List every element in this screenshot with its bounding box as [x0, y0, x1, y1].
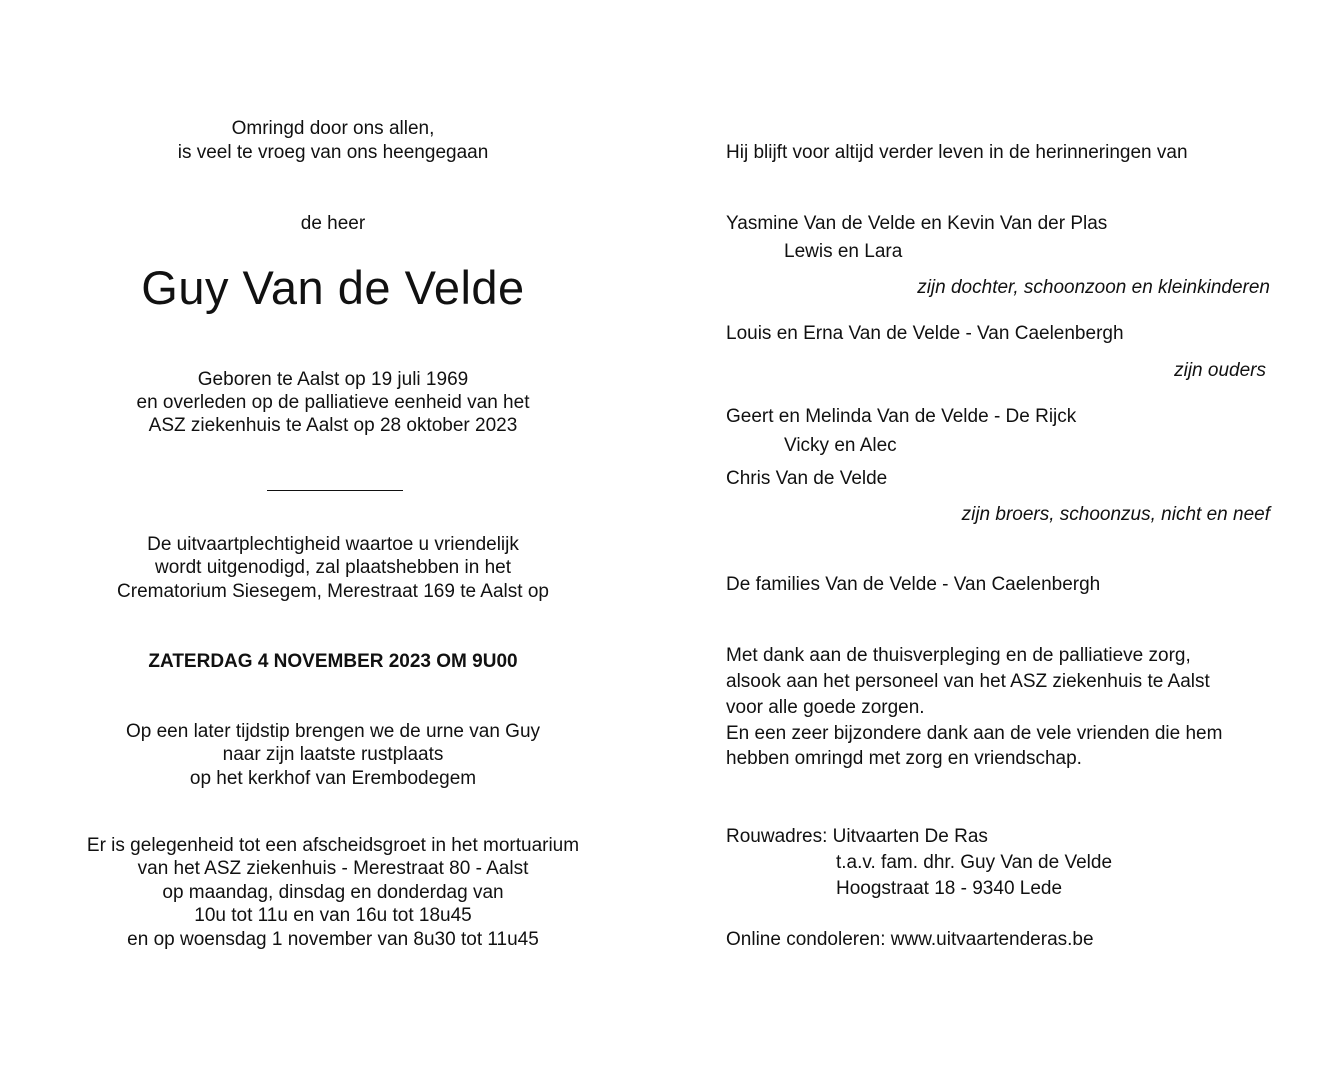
urn-line-1: Op een later tijdstip brengen we de urne van Guy — [125, 721, 541, 742]
family-brother: Geert en Melinda Van de Velde - De Rijck — [726, 406, 1077, 427]
ceremony-date: ZATERDAG 4 NOVEMBER 2023 OM 9U00 — [148, 651, 518, 672]
family-daughter: Yasmine Van de Velde en Kevin Van der Plas — [726, 213, 1108, 234]
deceased-name: Guy Van de Velde — [141, 261, 525, 314]
farewell-line-3: op maandag, dinsdag en donderdag van — [162, 882, 504, 903]
born-line-2: en overleden op de palliatieve eenheid van het — [136, 392, 530, 413]
address-line-2: t.a.v. fam. dhr. Guy Van de Velde — [836, 852, 1113, 873]
relation-siblings: zijn broers, schoonzus, nicht en neef — [961, 504, 1270, 525]
farewell-line-1: Er is gelegenheid tot een afscheidsgroet in het mortuarium — [86, 835, 580, 856]
farewell-line-5: en op woensdag 1 november van 8u30 tot 11u45 — [127, 929, 539, 950]
ceremony-line-3: Crematorium Siesegem, Merestraat 169 te Aalst op — [117, 581, 549, 602]
divider-line — [267, 490, 403, 491]
intro-line-1: Omringd door ons allen, — [231, 118, 435, 139]
ceremony-line-1: De uitvaartplechtigheid waartoe u vriendelijk — [147, 534, 519, 555]
family-brother-2: Chris Van de Velde — [726, 468, 888, 489]
memory-heading: Hij blijft voor altijd verder leven in de herinneringen van — [726, 142, 1188, 163]
born-line-3: ASZ ziekenhuis te Aalst op 28 oktober 2023 — [148, 415, 518, 436]
born-line-1: Geboren te Aalst op 19 juli 1969 — [197, 369, 469, 390]
thanks-line-4: En een zeer bijzondere dank aan de vele vrienden die hem — [726, 723, 1223, 744]
relation-parents: zijn ouders — [1174, 360, 1266, 381]
intro-line-2: is veel te vroeg van ons heengegaan — [177, 142, 489, 163]
urn-line-3: op het kerkhof van Erembodegem — [189, 768, 477, 789]
ceremony-line-2: wordt uitgenodigd, zal plaatshebben in het — [155, 557, 511, 578]
thanks-line-2: alsook aan het personeel van het ASZ ziekenhuis te Aalst — [726, 671, 1210, 692]
address-line-3: Hoogstraat 18 - 9340 Lede — [836, 878, 1063, 899]
family-niece-nephew: Vicky en Alec — [784, 435, 897, 456]
relation-daughter: zijn dochter, schoonzoon en kleinkinderen — [917, 277, 1270, 298]
title-prefix: de heer — [300, 213, 366, 234]
family-parents: Louis en Erna Van de Velde - Van Caelenbergh — [726, 323, 1124, 344]
address-label: Rouwadres: Uitvaarten De Ras — [726, 826, 988, 847]
thanks-line-3: voor alle goede zorgen. — [726, 697, 925, 718]
online-condolence: Online condoleren: www.uitvaartenderas.be — [726, 929, 1094, 950]
families: De families Van de Velde - Van Caelenbergh — [726, 574, 1101, 595]
urn-line-2: naar zijn laatste rustplaats — [222, 744, 444, 765]
farewell-line-4: 10u tot 11u en van 16u tot 18u45 — [194, 905, 472, 926]
left-column — [60, 0, 606, 1080]
thanks-line-5: hebben omringd met zorg en vriendschap. — [726, 748, 1082, 769]
farewell-line-2: van het ASZ ziekenhuis - Merestraat 80 - Aalst — [137, 858, 529, 879]
family-grandchildren: Lewis en Lara — [784, 241, 903, 262]
thanks-line-1: Met dank aan de thuisverpleging en de palliatieve zorg, — [726, 645, 1191, 666]
